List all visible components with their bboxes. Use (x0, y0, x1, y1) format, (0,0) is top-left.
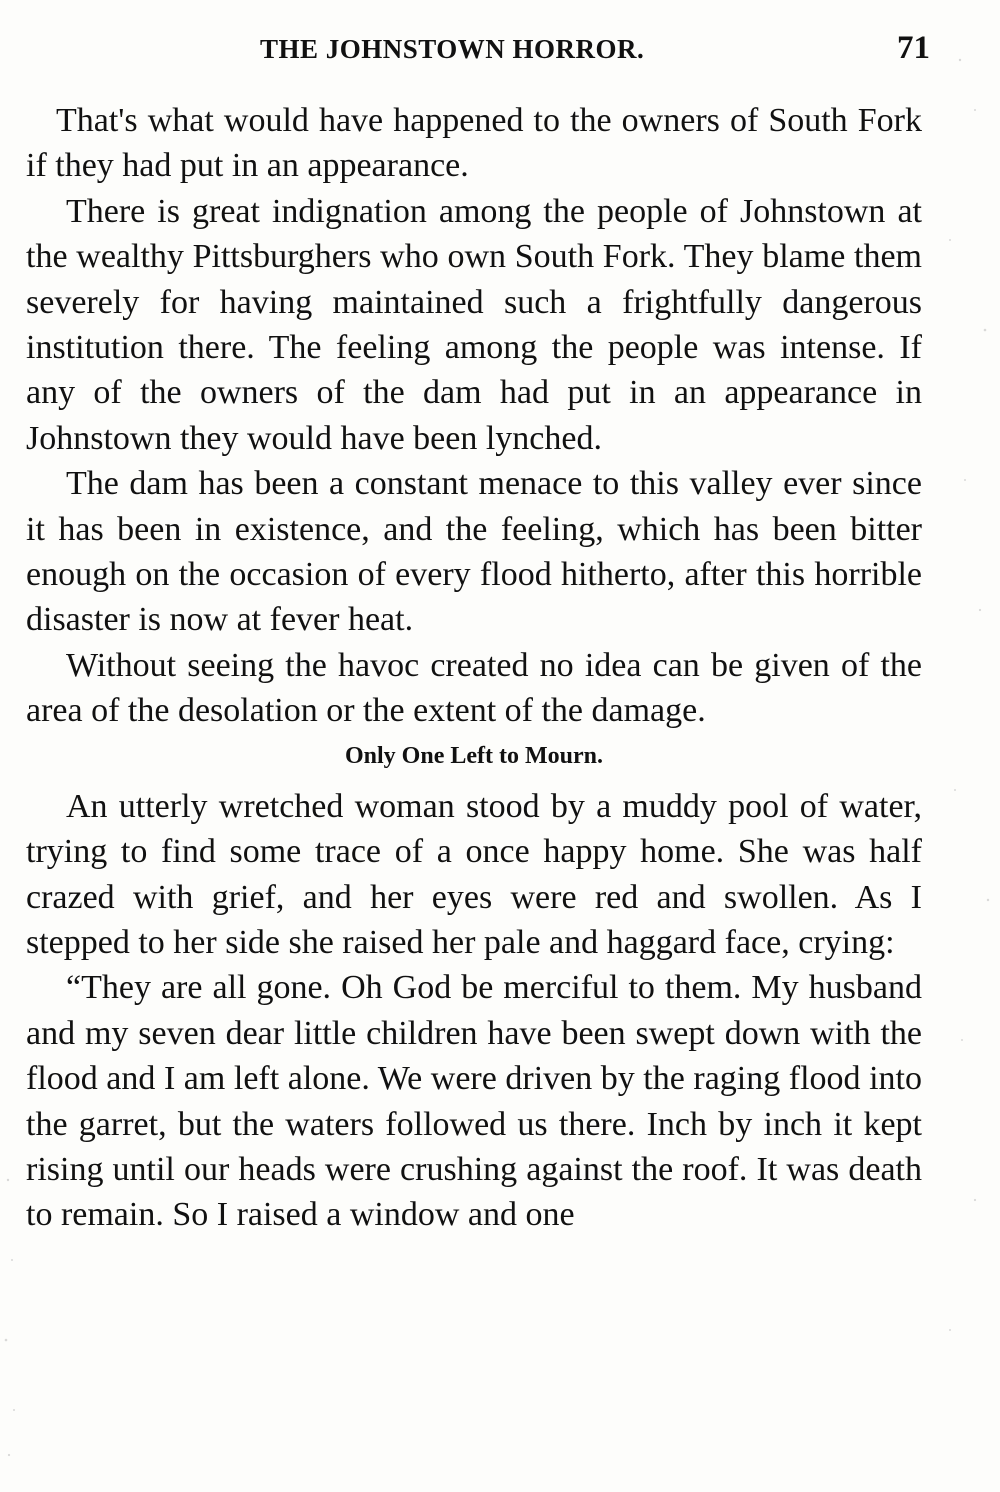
page-header (30, 30, 930, 70)
paragraph: Without seeing the havoc created no idea can be given of the area of the desolation or the extent of the damage. (26, 646, 922, 730)
paragraph: That's what would have happened to the owners of South Fork if they had put in an appearance. (26, 102, 922, 185)
running-title: THE JOHNSTOWN HORROR. (260, 34, 645, 64)
section-subheading: Only One Left to Mourn. (345, 742, 603, 769)
paragraph: “They are all gone. Oh God be merciful to them. My husband and my seven dear little children have been swept down with the flood and I am left alone. We were driven by the raging flood into the garret, but the waters followed us there. Inch by inch it kept rising until our heads were crushing against the roof. It was death to remain. So I raised a window and one (26, 969, 922, 1234)
body-text (26, 98, 922, 1238)
paragraph: There is great indignation among the people of Johnstown at the wealthy Pittsburghers who own South Fork. They blame them severely for having maintained such a frightfully dangerous institution there. The feeling among the people was intense. If any of the owners of the dam had put in an appearance in Johnstown they would have been lynched. (26, 192, 922, 457)
page-number: 71 (897, 30, 930, 66)
paragraph: The dam has been a constant menace to this valley ever since it has been in existence, and the feeling, which has been bitter enough on the occasion of every flood hitherto, after this horrible disaster is now at fever heat. (26, 465, 922, 639)
paragraph: An utterly wretched woman stood by a muddy pool of water, trying to find some trace of a once happy home. She was half crazed with grief, and her eyes were red and swollen. As I stepped to her side she raised her pale and haggard face, crying: (26, 787, 922, 961)
